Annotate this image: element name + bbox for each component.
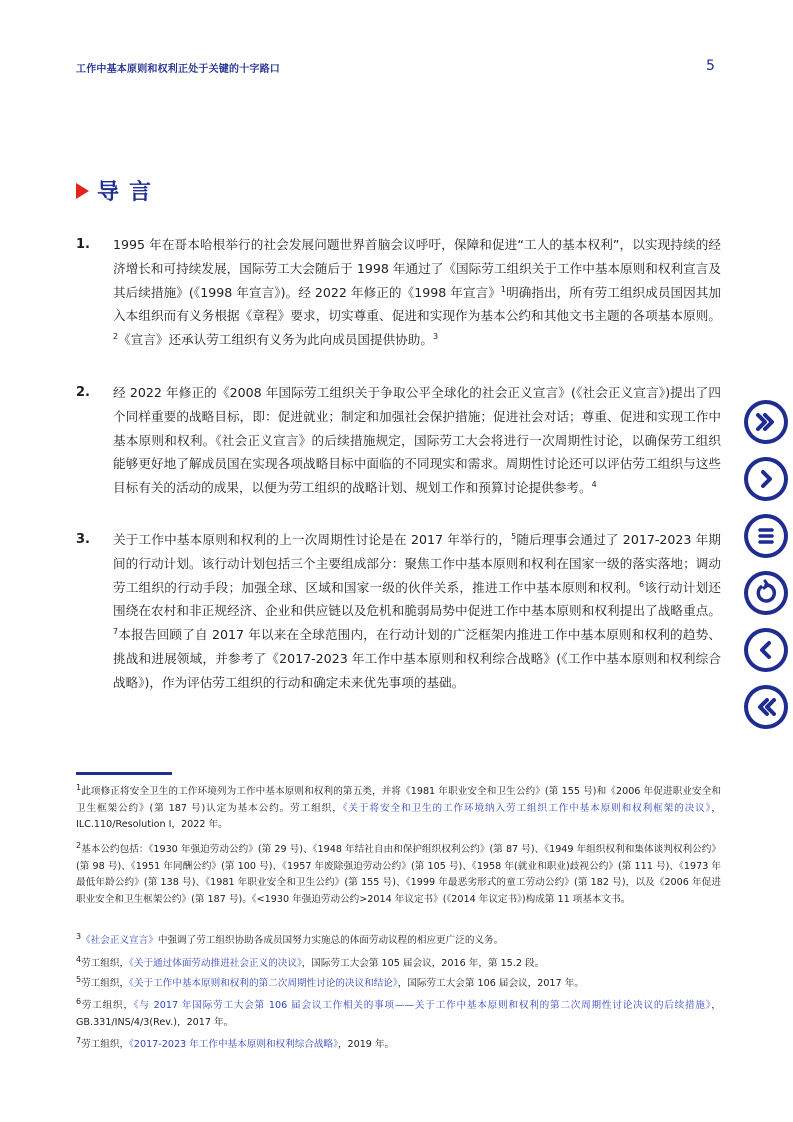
footnote-7 <box>76 1037 721 1054</box>
footnote-ref[interactable]: 5 <box>511 531 517 541</box>
footnote-number: 6 <box>76 996 82 1006</box>
footnote-number: 3 <box>76 931 82 941</box>
paragraph-number: 3. <box>76 532 90 547</box>
footnote-ref[interactable]: 2 <box>113 332 119 341</box>
previous-page-button[interactable] <box>744 628 788 672</box>
paragraph-number: 2. <box>76 385 90 400</box>
footnote-text: 劳工组织， <box>81 1039 130 1050</box>
text-run: 本报告回顾了自 2017 年以来在全球范围内，在行动计划的广泛框架内推进工作中基本原则和权利的趋势、挑战和进展领域，并参考了《2017-2023 年工作中基本原则和权利综合战略》(《工作中基本原则和权利综合战略》)，作为评估劳工组织的行动和确定未来优先事项的基础。 <box>113 627 721 690</box>
footnote-ref[interactable]: 7 <box>113 627 119 636</box>
first-page-icon <box>752 693 780 721</box>
footnote-text: 劳工组织， <box>81 958 130 969</box>
contents-icon <box>752 522 780 550</box>
footnote-ref[interactable]: 4 <box>591 480 597 489</box>
last-page-button[interactable] <box>744 400 788 444</box>
previous-page-icon <box>752 636 780 664</box>
text-run: 明确指出，所有劳工组织成员国因其加入本组织而有义务根据《章程》要求，切实尊重、促进和实现作为基本公约和其他文书主题的各项基本原则。 <box>113 284 722 324</box>
section-heading <box>76 175 161 206</box>
footnote-link[interactable]: 《与 2017 年国际劳工大会第 106 届会议工作相关的事项——关于工作中基本原则和权利的第二次周期性讨论决议的后续措施》 <box>133 1000 712 1011</box>
footnote-text: 中强调了劳工组织协助各成员国努力实施总的体面劳动议程的相应更广泛的义务。 <box>157 935 504 946</box>
text-run: 《宣言》还承认劳工组织有义务为此向成员国提供协助。 <box>118 332 433 348</box>
contents-button[interactable] <box>744 514 788 558</box>
paragraph-text <box>113 528 721 695</box>
page-number: 5 <box>706 58 715 74</box>
text-run: 关于工作中基本原则和权利的上一次周期性讨论是在 2017 年举行的， <box>113 532 512 547</box>
footnote-5 <box>76 976 721 993</box>
footnote-divider <box>76 772 172 775</box>
footnote-text: 基本公约包括：《1930 年强迫劳动公约》(第 29 号)、《1948 年结社自由和保护组织权利公约》(第 87 号)、《1949 年组织权利和集体谈判权利公约》(第 98 号)、《1951 年同酬公约》(第 100 号)、《1957 年废除强迫劳动公约》(第 105 号)、《1958 年(就业和职业)歧视公约》(第 111 号)、《1973 年最低年龄公约》(第 138 号)、《1981 年职业安全和卫生公约》(第 155 号)、《1999 年最恶劣形式的童工劳动公约》(第 182 号)，以及《2006 年促进职业安全和卫生框架公约》(第 187 号)。《<1930 年强迫劳动公约>2014 年议定书》(《2014 年议定书》)构成第 11 项基本文书。 <box>76 844 721 905</box>
paragraph-3 <box>76 528 721 695</box>
footnote-number: 7 <box>76 1035 82 1045</box>
footnote-4 <box>76 956 721 973</box>
next-page-button[interactable] <box>744 457 788 501</box>
footnote-text: 劳工组织， <box>81 978 130 989</box>
footnote-text: ，ILC.110/Resolution I，2022 年。 <box>76 802 721 830</box>
footnote-ref[interactable]: 6 <box>638 579 645 589</box>
section-title: 导言 <box>97 180 162 205</box>
last-page-icon <box>752 408 780 436</box>
footnote-link[interactable]: 《关于工作中基本原则和权利的第二次周期性讨论的决议和结论》 <box>129 978 398 989</box>
footnote-text: ，GB.331/INS/4/3(Rev.)，2017 年。 <box>76 1000 722 1028</box>
footnote-link[interactable]: 《关于将安全和卫生的工作环境纳入劳工组织工作中基本原则和权利框架的决议》 <box>342 802 712 814</box>
footnote-ref[interactable]: 1 <box>500 284 507 294</box>
footnote-link[interactable]: 《社会正义宣言》 <box>81 935 158 946</box>
footnote-1 <box>76 784 721 834</box>
paragraph-2 <box>76 381 721 500</box>
footnote-text: 此项修正将安全卫生的工作环境列为工作中基本原则和权利的第五类，并将《1981 年职业安全和卫生公约》(第 155 号)和《2006 年促进职业安全和卫生框架公约》(第 187 号)认定为基本公约。劳工组织， <box>76 786 721 814</box>
footnote-text: ，2019 年。 <box>337 1039 395 1050</box>
footnote-number: 4 <box>76 954 82 964</box>
back-return-button[interactable] <box>744 571 788 615</box>
next-page-icon <box>752 465 780 493</box>
back-return-icon <box>752 579 780 607</box>
text-run: 1995 年在哥本哈根举行的社会发展问题世界首脑会议呼吁，保障和促进“工人的基本权利”，以实现持续的经济增长和可持续发展，国际劳工大会随后于 1998 年通过了《国际劳工组织关于工作中基本原则和权利宣言及其后续措施》(《1998 年宣言》)。经 2022 年修正的《1998 年宣言》 <box>113 237 721 300</box>
footnote-text: ，国际劳工大会第 105 届会议，2016 年，第 15.2 段。 <box>301 958 545 969</box>
footnote-number: 1 <box>76 782 82 792</box>
paragraph-number: 1. <box>76 237 90 252</box>
text-run: 经 2022 年修正的《2008 年国际劳工组织关于争取公平全球化的社会正义宣言》(《社会正义宣言》)提出了四个同样重要的战略目标，即：促进就业；制定和加强社会保护措施；促进社会对话；尊重、促进和实现工作中基本原则和权利。《社会正义宣言》的后续措施规定，国际劳工大会将进行一次周期性讨论，以确保劳工组织能够更好地了解成员国在实现各项战略目标中面临的不同现实和需求。周期性讨论还可以评估劳工组织与这些目标有关的活动的成果，以便为劳工组织的战略计划、规划工作和预算讨论提供参考。 <box>113 385 721 496</box>
triangle-marker-icon <box>76 183 89 199</box>
text-run: 该行动计划还围绕在农村和非正规经济、企业和供应链以及危机和脆弱局势中促进工作中基本原则和权利提出了战略重点。 <box>113 579 722 619</box>
footnote-text: 劳工组织， <box>81 1000 134 1011</box>
paragraph-1 <box>76 233 721 352</box>
first-page-button[interactable] <box>744 685 788 729</box>
paragraph-text <box>113 381 721 500</box>
footnote-ref[interactable]: 3 <box>432 332 439 341</box>
footnote-3 <box>76 933 721 950</box>
text-run: 随后理事会通过了 2017-2023 年期间的行动计划。该行动计划包括三个主要组成部分：聚焦工作中基本原则和权利在国家一级的落实落地；调动劳工组织的行动手段；加强全球、区域和国家一级的伙伴关系，推进工作中基本原则和权利。 <box>113 532 722 595</box>
footnote-link[interactable]: 《2017-2023 年工作中基本原则和权利综合战略》 <box>129 1039 338 1050</box>
footnote-number: 5 <box>76 974 82 984</box>
paragraph-text <box>113 233 721 352</box>
footnote-text: ，国际劳工大会第 106 届会议，2017 年。 <box>397 978 584 989</box>
footnote-link[interactable]: 《关于通过体面劳动推进社会正义的决议》 <box>129 958 302 969</box>
footnote-number: 2 <box>76 840 82 850</box>
footnote-2 <box>76 842 721 908</box>
running-title: 工作中基本原则和权利正处于关键的十字路口 <box>76 64 280 75</box>
footnote-6 <box>76 998 721 1031</box>
